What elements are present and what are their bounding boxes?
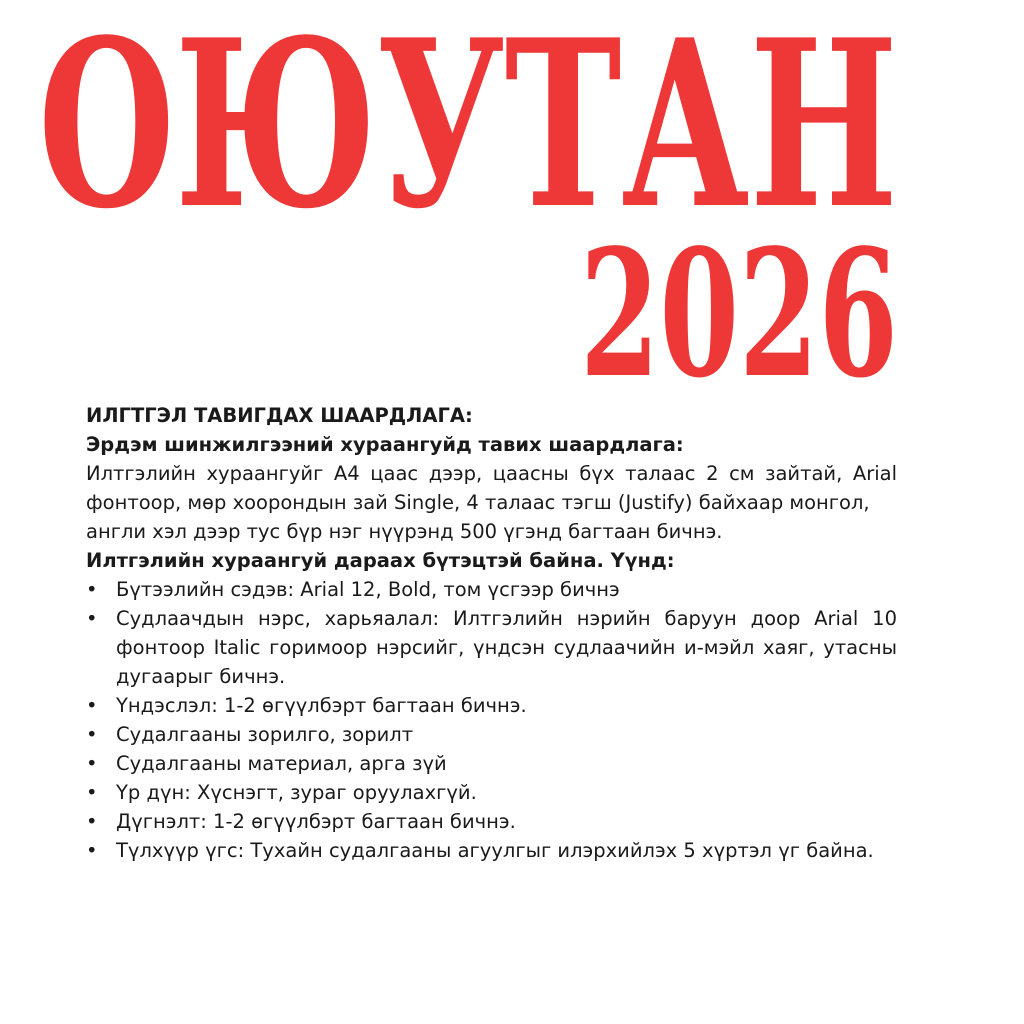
list-item-text: Судалгааны зорилго, зорилт [116,723,414,746]
list-item-text: Дүгнэлт: 1-2 өгүүлбэрт багтаан бичнэ. [116,810,516,833]
list-item-text: Үр дүн: Хүснэгт, зураг оруулахгүй. [116,781,477,804]
requirements-section [86,401,897,865]
bullet-icon: • [86,607,98,630]
list-item-text: Бүтээлийн сэдэв: Arial 12, Bold, том үсгээр бичнэ [116,578,620,601]
structure-heading: Илтгэлийн хураангуй дараах бүтэцтэй байна. Үүнд: [86,549,675,572]
list-item-text: Судлаачдын нэрс, харьяалал: Илтгэлийн нэрийн баруун доор Arial 10 фонтоор Italic горимоор нэрсийг, үндсэн судлаачийн и-мэйл хаяг, утасны дугаарыг бичнэ. [116,607,897,688]
bullet-icon: • [86,810,98,833]
list-item [86,836,897,865]
abstract-requirements-heading: Эрдэм шинжилгээний хураангуйд тавих шаардлага: [86,433,684,456]
bullet-icon: • [86,781,98,804]
bullet-icon: • [86,723,98,746]
bullet-icon: • [86,578,98,601]
bullet-icon: • [86,694,98,717]
list-item [86,778,897,807]
list-item [86,604,897,691]
list-item-text: Үндэслэл: 1-2 өгүүлбэрт багтаан бичнэ. [116,694,527,717]
issue-year: 2026 [580,212,898,400]
title-block [0,0,1024,400]
magazine-title: ОЮУТАН [38,0,898,260]
list-item [86,807,897,836]
structure-list [86,575,897,865]
list-item [86,575,897,604]
list-item [86,720,897,749]
language-paragraph: англи хэл дээр тус бүр нэг нүүрэнд 500 үгэнд багтаан бичнэ. [86,520,723,543]
list-item [86,691,897,720]
bullet-icon: • [86,839,98,862]
list-item [86,749,897,778]
bullet-icon: • [86,752,98,775]
list-item-text: Судалгааны материал, арга зүй [116,752,447,775]
list-item-text: Түлхүүр үгс: Тухайн судалгааны агуулгыг илэрхийлэх 5 хүртэл үг байна. [116,839,874,862]
section-title: ИЛГТГЭЛ ТАВИГДАХ ШААРДЛАГА: [86,404,473,427]
format-paragraph: Илтгэлийн хураангуйг А4 цаас дээр, цаасны бүх талаас 2 см зайтай, Arial фонтоор, мөр хоорондын зай Single, 4 талаас тэгш (Justify) байхаар монгол, [86,462,897,514]
